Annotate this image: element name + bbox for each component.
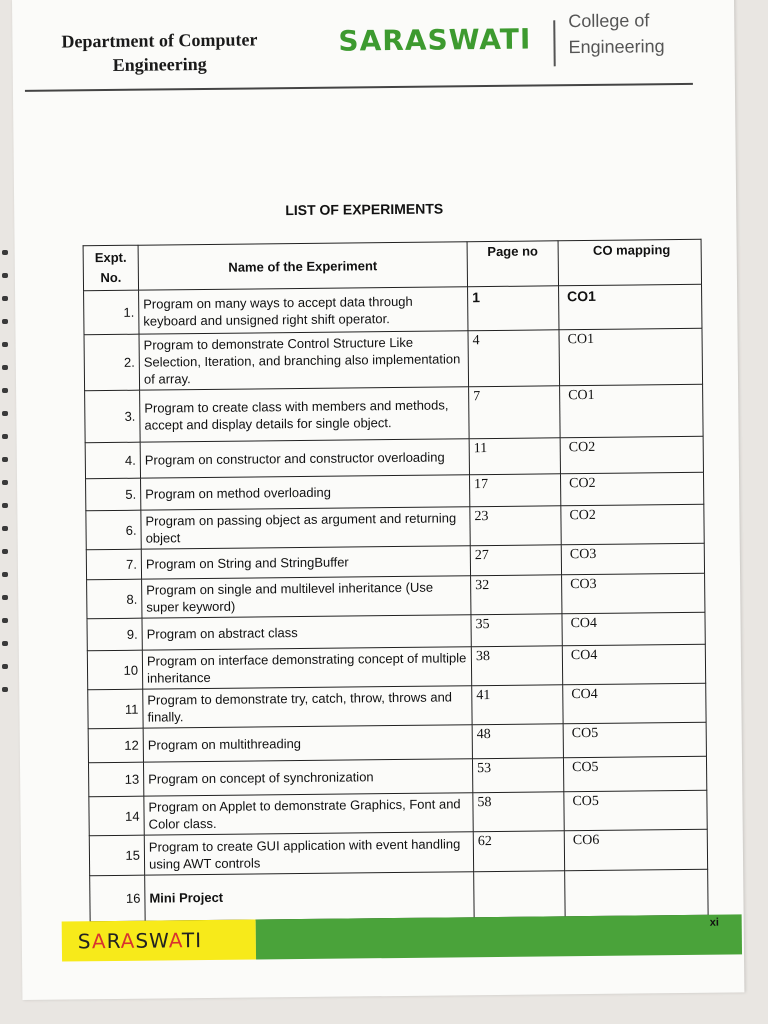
co-mapping-cell: CO1	[560, 384, 704, 437]
table-row	[87, 573, 705, 618]
page-number-cell: 32	[471, 575, 562, 615]
binder-ring	[2, 342, 8, 347]
experiment-name: Program on concept of synchronization	[143, 759, 472, 796]
header-expt-no-line-1: Expt.	[94, 249, 127, 266]
binder-ring	[2, 549, 8, 554]
department-name	[34, 27, 284, 78]
header-page-no: Page no	[467, 241, 558, 287]
experiment-name: Program to create GUI application with event handling using AWT controls	[144, 832, 473, 875]
binder-ring	[2, 664, 8, 669]
table-row	[84, 284, 702, 334]
expt-number: 15	[89, 835, 144, 876]
page-number-cell: 4	[468, 330, 560, 387]
binder-ring	[2, 641, 8, 646]
college-line-2: Engineering	[568, 36, 665, 58]
page-title: LIST OF EXPERIMENTS	[285, 200, 444, 219]
page-number-cell: 7	[469, 386, 561, 439]
page-number: xi	[709, 916, 719, 929]
table-body	[84, 284, 709, 921]
expt-number: 10	[87, 650, 142, 690]
binder-rings	[0, 250, 12, 710]
expt-number: 13	[88, 762, 143, 797]
binder-ring	[2, 687, 8, 692]
expt-number: 4.	[85, 442, 140, 479]
experiment-name: Program on Applet to demonstrate Graphics, Font and Color class.	[144, 793, 473, 835]
binder-ring	[2, 595, 8, 600]
co-mapping-cell: CO4	[562, 612, 705, 645]
expt-number: 11	[88, 689, 143, 729]
table-row	[86, 504, 704, 549]
co-mapping-cell: CO1	[559, 284, 702, 329]
experiment-name: Program to create class with members and methods, accept and display details for single object.	[140, 387, 470, 442]
binder-ring	[2, 250, 8, 255]
table-row	[85, 384, 704, 442]
expt-number: 14	[89, 796, 144, 836]
page-number-cell: 27	[470, 545, 561, 576]
co-mapping-cell	[565, 869, 708, 916]
footer-logo: SARASWATI	[62, 919, 256, 961]
expt-number: 1.	[84, 290, 139, 335]
logo-divider	[553, 20, 555, 66]
experiment-name: Program on String and StringBuffer	[141, 546, 470, 579]
header-divider	[25, 83, 693, 92]
co-mapping-cell: CO4	[563, 683, 706, 723]
experiment-name: Program on passing object as argument and returning object	[141, 507, 470, 549]
experiment-name: Program on many ways to accept data through keyboard and unsigned right shift operator.	[139, 287, 468, 334]
page-number-cell: 58	[473, 792, 564, 832]
binder-ring	[2, 296, 8, 301]
expt-number: 3.	[85, 390, 141, 443]
header-co-mapping: CO mapping	[558, 239, 701, 285]
page-number-cell: 62	[473, 831, 564, 872]
table-row	[84, 328, 703, 390]
page-number-cell: 11	[469, 438, 560, 475]
table-row	[89, 790, 707, 835]
header-experiment-name: Name of the Experiment	[138, 242, 467, 290]
page-number-cell: 48	[472, 724, 563, 759]
binder-ring	[2, 388, 8, 393]
expt-number: 12	[88, 728, 143, 763]
expt-number: 8.	[87, 579, 142, 619]
co-mapping-cell: CO5	[564, 790, 707, 830]
co-mapping-cell: CO4	[562, 644, 705, 684]
co-mapping-cell: CO2	[560, 436, 703, 473]
page-number-cell: 41	[472, 685, 563, 725]
co-mapping-cell: CO1	[559, 328, 703, 385]
binder-ring	[2, 365, 8, 370]
table-row	[90, 869, 708, 921]
table-header-row	[83, 239, 701, 290]
page-number-cell: 35	[471, 614, 562, 647]
experiment-name: Program on multithreading	[143, 725, 472, 762]
binder-ring	[2, 572, 8, 577]
co-mapping-cell: CO3	[562, 573, 705, 613]
page-number-cell	[474, 871, 565, 918]
binder-ring	[2, 503, 8, 508]
experiment-name: Program on constructor and constructor overloading	[140, 439, 469, 478]
header-expt-no-line-2: No.	[100, 269, 122, 286]
binder-ring	[2, 618, 8, 623]
saraswati-logo: SARASWATI	[338, 22, 532, 58]
co-mapping-cell: CO2	[560, 472, 703, 505]
header-expt-no	[83, 245, 138, 291]
co-mapping-cell: CO2	[561, 504, 704, 544]
experiment-name: Program on interface demonstrating concept of multiple inheritance	[142, 647, 471, 689]
expt-number: 16	[90, 875, 145, 922]
binder-ring	[2, 319, 8, 324]
expt-number: 6.	[86, 510, 141, 550]
experiments-table	[83, 239, 709, 922]
binder-ring	[2, 457, 8, 462]
binder-ring	[2, 273, 8, 278]
college-line-1: College of	[568, 10, 650, 32]
expt-number: 7.	[86, 549, 141, 580]
expt-number: 2.	[84, 334, 140, 391]
co-mapping-cell: CO3	[561, 543, 704, 574]
page-number-cell: 1	[468, 286, 559, 331]
footer-bar	[256, 914, 742, 959]
page-number-cell: 53	[472, 758, 563, 793]
co-mapping-cell: CO5	[563, 722, 706, 757]
binder-ring	[2, 411, 8, 416]
table-row	[89, 829, 707, 875]
experiment-name: Program to demonstrate try, catch, throw, throws and finally.	[143, 686, 472, 728]
binder-ring	[2, 526, 8, 531]
college-name	[568, 7, 665, 60]
binder-ring	[2, 434, 8, 439]
co-mapping-cell: CO6	[564, 829, 707, 870]
experiment-name: Program on abstract class	[142, 615, 471, 650]
experiment-name: Program to demonstrate Control Structure Like Selection, Iteration, and branching also implementation of array.	[139, 331, 469, 390]
expt-number: 9.	[87, 618, 142, 651]
experiment-name: Mini Project	[145, 872, 474, 921]
department-line-2: Engineering	[112, 53, 207, 75]
experiment-name: Program on method overloading	[141, 475, 470, 510]
page-number-cell: 23	[470, 506, 561, 546]
page-number-cell: 17	[469, 474, 560, 507]
table-row	[88, 683, 706, 728]
document-page	[12, 0, 744, 1000]
table-row	[87, 644, 705, 689]
expt-number: 5.	[86, 478, 141, 511]
binder-ring	[2, 480, 8, 485]
page-number-cell: 38	[471, 646, 562, 686]
co-mapping-cell: CO5	[563, 756, 706, 791]
department-line-1: Department of Computer	[61, 29, 258, 52]
experiment-name: Program on single and multilevel inheritance (Use super keyword)	[142, 576, 471, 618]
